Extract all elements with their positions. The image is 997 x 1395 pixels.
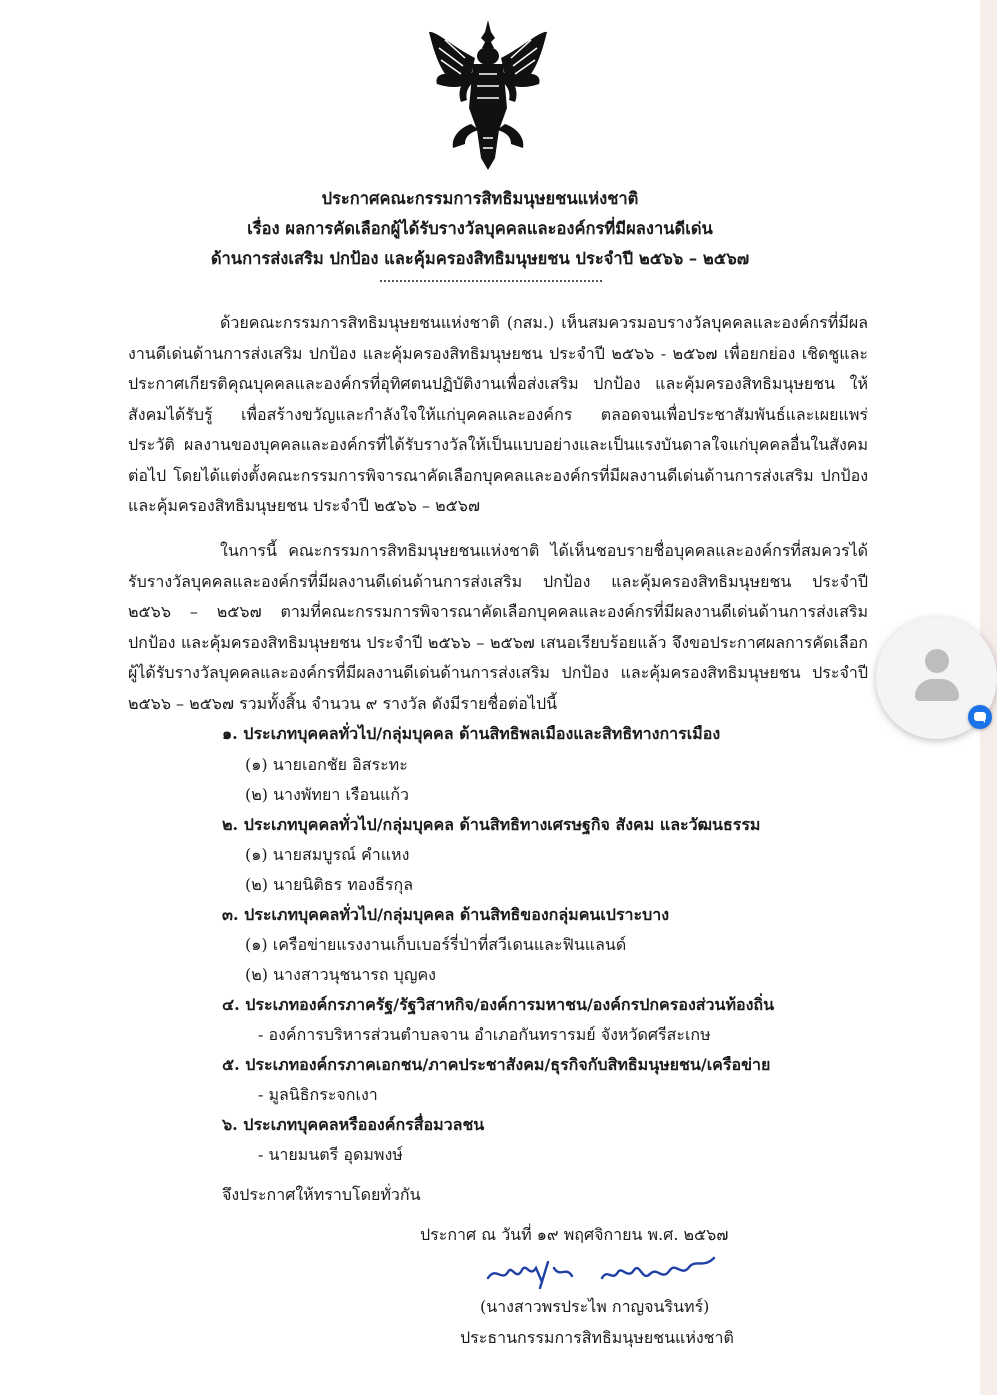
garuda-emblem-icon: [425, 18, 551, 173]
user-avatar-icon: [925, 649, 949, 673]
announcement-subject: เรื่อง ผลการคัดเลือกผู้ได้รับรางวัลบุคคลและองค์กรที่มีผลงานดีเด่น: [247, 219, 713, 238]
announcement-subject-cont: ด้านการส่งเสริม ปกป้อง และคุ้มครองสิทธิมนุษยชน ประจำปี ๒๕๖๖ – ๒๕๖๗: [210, 249, 750, 268]
category-1-title: ๑. ประเภทบุคคลทั่วไป/กลุ่มบุคคล ด้านสิทธิพลเมืองและสิทธิทางการเมือง: [222, 724, 721, 743]
user-avatar-icon-body: [915, 679, 959, 701]
dotted-divider: [380, 280, 602, 282]
chat-bubble-tail: [981, 719, 985, 723]
category-4-item-1: - องค์การบริหารส่วนตำบลจาน อำเภอกันทรารมย์ จังหวัดศรีสะเกษ: [258, 1025, 711, 1044]
category-3-item-2: (๒) นางสาวนุชนารถ บุญคง: [245, 965, 436, 984]
category-5-item-1: - มูลนิธิกระจกเงา: [258, 1085, 378, 1104]
paragraph-announcement: ในการนี้ คณะกรรมการสิทธิมนุษยชนแห่งชาติ ได้เห็นชอบรายชื่อบุคคลและองค์กรที่สมควรได้รับรางวัลบุคคลและองค์กรที่มีผลงานดีเด่นด้านการส่งเสริม ปกป้อง และคุ้มครองสิทธิมนุษยชน ประจำปี ๒๕๖๖ – ๒๕๖๗ ตามที่คณะกรรมการพิจารณาคัดเลือกบุคคลและองค์กรที่มีผลงานดีเด่นด้านการส่งเสริม ปกป้อง และคุ้มครองสิทธิมนุษยชน ประจำปี ๒๕๖๖ – ๒๕๖๗ เสนอเรียบร้อยแล้ว จึงขอประกาศผลการคัดเลือกผู้ได้รับรางวัลบุคคลและองค์กรที่มีผลงานดีเด่นด้านการส่งเสริม ปกป้อง และคุ้มครองสิทธิมนุษยชน ประจำปี ๒๕๖๖ – ๒๕๖๗ รวมทั้งสิ้น จำนวน ๙ รางวัล ดังมีรายชื่อต่อไปนี้: [128, 541, 868, 713]
category-2-item-2: (๒) นายนิติธร ทองธีรกุล: [245, 875, 414, 894]
category-2-item-1: (๑) นายสมบูรณ์ คำแหง: [245, 845, 410, 864]
chat-bubble-icon[interactable]: [968, 705, 992, 729]
signer-name: (นางสาวพรประไพ กาญจนรินทร์): [480, 1297, 710, 1316]
category-2-title: ๒. ประเภทบุคคลทั่วไป/กลุ่มบุคคล ด้านสิทธิทางเศรษฐกิจ สังคม และวัฒนธรรม: [222, 815, 761, 834]
signer-title: ประธานกรรมการสิทธิมนุษยชนแห่งชาติ: [460, 1328, 734, 1347]
category-1-item-2: (๒) นางพัทยา เรือนแก้ว: [245, 785, 409, 804]
category-4-title: ๔. ประเภทองค์กรภาครัฐ/รัฐวิสาหกิจ/องค์การมหาชน/องค์กรปกครองส่วนท้องถิ่น: [222, 995, 775, 1014]
closing-statement: จึงประกาศให้ทราบโดยทั่วกัน: [222, 1185, 421, 1204]
paragraph-intro: ด้วยคณะกรรมการสิทธิมนุษยชนแห่งชาติ (กสม.) เห็นสมควรมอบรางวัลบุคคลและองค์กรที่มีผลงานดีเด่นด้านการส่งเสริม ปกป้อง และคุ้มครองสิทธิมนุษยชน ประจำปี ๒๕๖๖ - ๒๕๖๗ เพื่อยกย่อง เชิดชูและประกาศเกียรติคุณบุคคลและองค์กรที่อุทิศตนปฏิบัติงานเพื่อส่งเสริม ปกป้อง และคุ้มครองสิทธิมนุษยชน ให้สังคมได้รับรู้ เพื่อสร้างขวัญและกำลังใจให้แก่บุคคลและองค์กร ตลอดจนเพื่อประชาสัมพันธ์และเผยแพร่ประวัติ ผลงานของบุคคลและองค์กรที่ได้รับรางวัลให้เป็นแบบอย่างและเป็นแรงบันดาลใจแก่บุคคลอื่นในสังคมต่อไป โดยได้แต่งตั้งคณะกรรมการพิจารณาคัดเลือกบุคคลและองค์กรที่มีผลงานดีเด่นด้านการส่งเสริม ปกป้อง และคุ้มครองสิทธิมนุษยชน ประจำปี ๒๕๖๖ – ๒๕๖๗: [128, 313, 868, 515]
announcement-date: ประกาศ ณ วันที่ ๑๙ พฤศจิกายน พ.ศ. ๒๕๖๗: [420, 1225, 729, 1244]
category-6-item-1: - นายมนตรี อุดมพงษ์: [258, 1145, 403, 1164]
category-3-title: ๓. ประเภทบุคคลทั่วไป/กลุ่มบุคคล ด้านสิทธิของกลุ่มคนเปราะบาง: [222, 905, 670, 924]
category-1-item-1: (๑) นายเอกชัย อิสระทะ: [245, 755, 408, 774]
announcement-title: ประกาศคณะกรรมการสิทธิมนุษยชนแห่งชาติ: [321, 189, 639, 208]
category-5-title: ๕. ประเภทองค์กรภาคเอกชน/ภาคประชาสังคม/ธุรกิจกับสิทธิมนุษยชน/เครือข่าย: [222, 1055, 771, 1074]
category-3-item-1: (๑) เครือข่ายแรงงานเก็บเบอร์รี่ป่าที่สวีเดนและฟินแลนด์: [245, 935, 627, 954]
category-6-title: ๖. ประเภทบุคคลหรือองค์กรสื่อมวลชน: [222, 1115, 485, 1134]
signature: [482, 1248, 742, 1296]
